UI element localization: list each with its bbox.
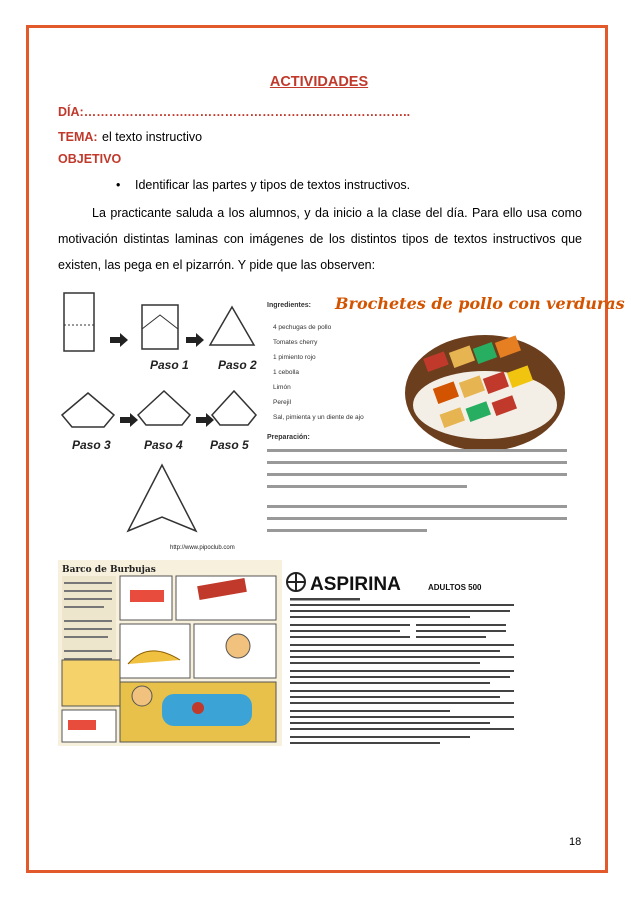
objetivo-item — [116, 178, 410, 192]
ingredient-item: Limón — [273, 384, 291, 391]
ingredient-item: 1 pimiento rojo — [273, 354, 316, 361]
ingredient-item: 1 cebolla — [273, 369, 300, 376]
page-number: 18 — [569, 836, 582, 848]
aspirina-image — [286, 568, 518, 748]
dia-line — [58, 103, 410, 121]
ingredient-item: Perejil — [273, 399, 292, 406]
brochette-photo — [405, 335, 565, 451]
intro-paragraph-text: La practicante saluda a los alumnos, y da inicio a la clase del día. Para ello usa como motivación distintas laminas con imágenes de los distintos tipos de textos instructivos que existen, las pega en el pizarrón. Y pide que las observen: — [58, 206, 582, 272]
dia-label: DÍA: — [58, 105, 84, 119]
aspirina-sub: ADULTOS 500 — [428, 583, 482, 592]
objetivo-item-text: Identificar las partes y tipos de textos instructivos. — [135, 178, 411, 192]
preparation-heading: Preparación: — [267, 434, 310, 441]
origami-step-4: Paso 4 — [144, 438, 183, 452]
origami-image — [58, 285, 260, 553]
comic-image — [58, 560, 282, 746]
ingredients-heading: Ingredientes: — [267, 302, 311, 309]
tema-value: el texto instructivo — [102, 130, 203, 144]
origami-step-5: Paso 5 — [210, 438, 249, 452]
page-title: ACTIVIDADES — [269, 74, 369, 90]
comic-title: Barco de Burbujas — [62, 565, 156, 575]
intro-paragraph — [58, 200, 582, 278]
ingredient-item: 4 pechugas de pollo — [273, 324, 332, 331]
objetivo-label: OBJETIVO — [58, 152, 122, 166]
origami-step-2: Paso 2 — [218, 358, 257, 372]
aspirina-brand: ASPIRINA — [310, 574, 401, 595]
origami-url: http://www.pipoclub.com — [170, 545, 235, 551]
ingredient-item: Sal, pimienta y un diente de ajo — [273, 414, 364, 421]
bullet-icon: • — [116, 178, 121, 192]
tema-label: TEMA: — [58, 130, 98, 144]
recipe-image — [265, 285, 625, 553]
recipe-title: Brochetes de pollo con verduras — [335, 294, 625, 313]
tema-line — [58, 128, 202, 146]
dia-value: …………………….………………………….………………….. — [83, 105, 411, 119]
origami-step-3: Paso 3 — [72, 438, 111, 452]
ingredient-item: Tomates cherry — [273, 339, 318, 346]
origami-step-1: Paso 1 — [150, 358, 189, 372]
